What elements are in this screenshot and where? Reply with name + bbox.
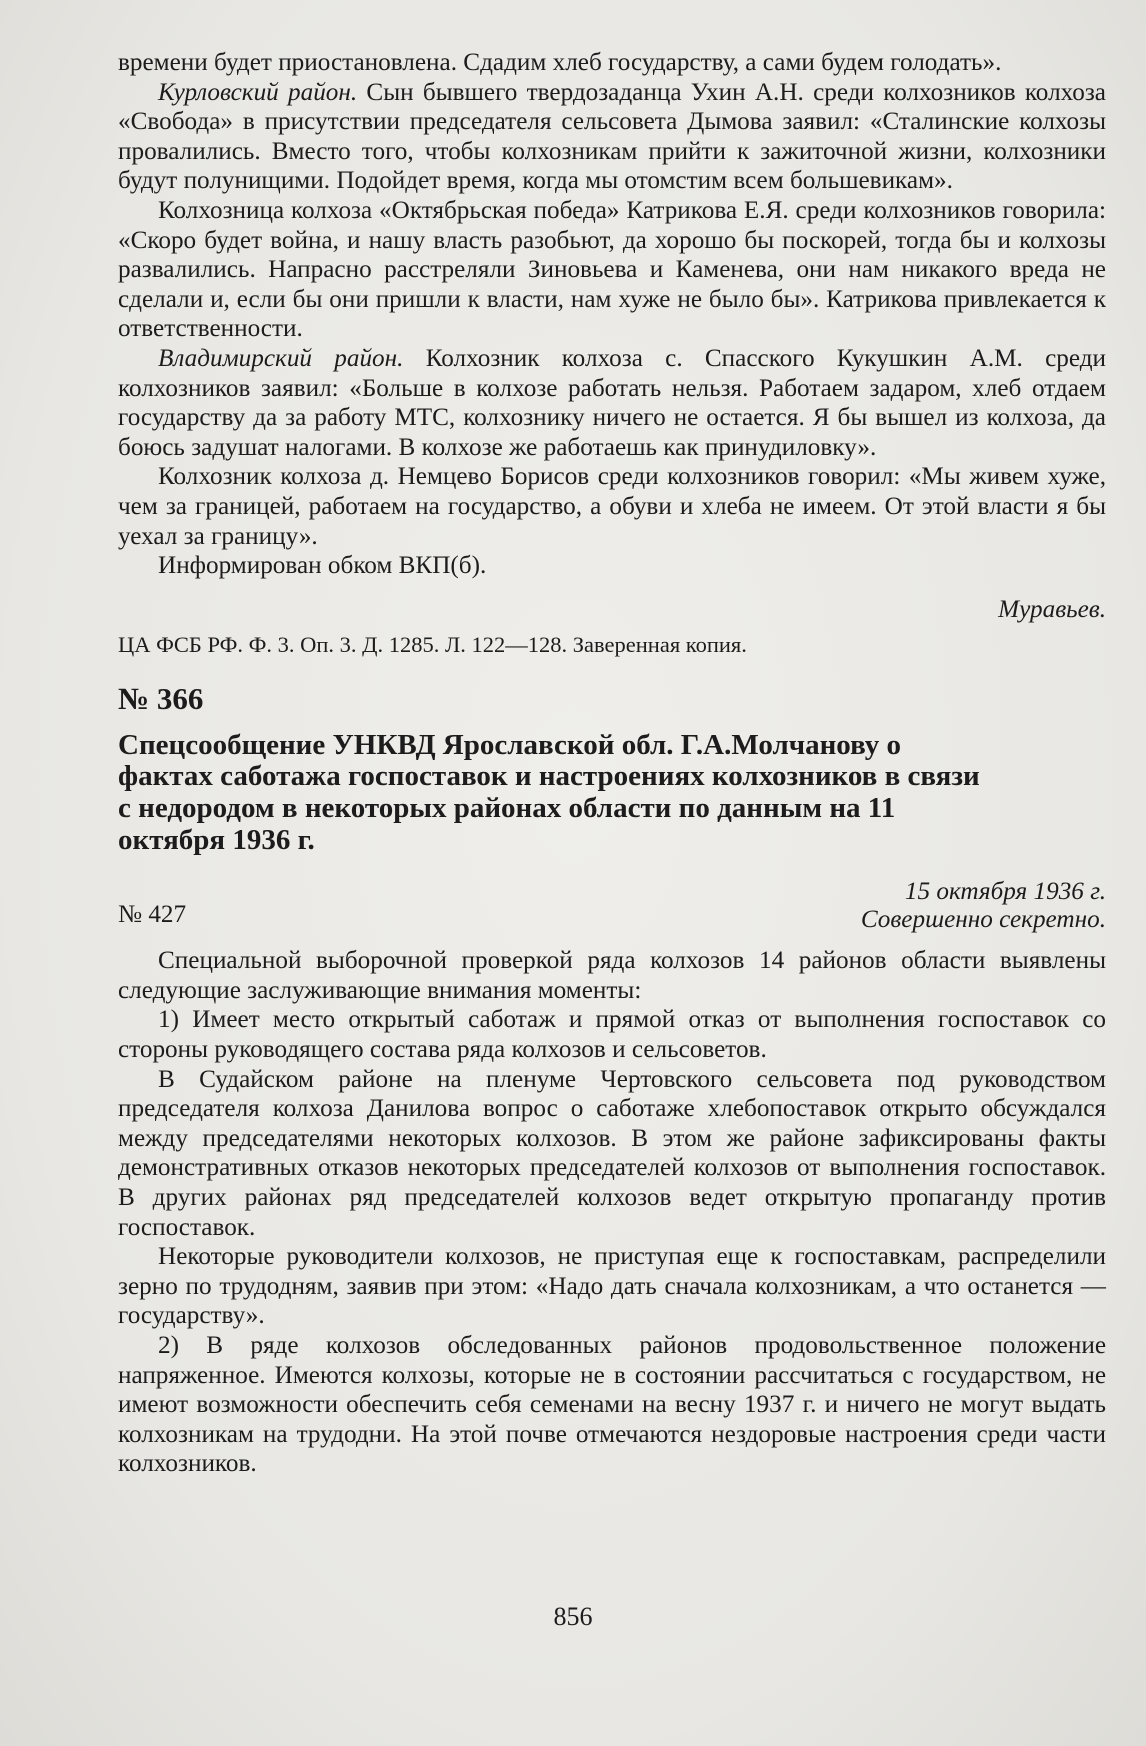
district-name: Владимирский район. bbox=[158, 344, 404, 372]
body-paragraph: 1) Имеет место открытый саботаж и прямой отказ от выполнения госпоставок со стороны руководящего состава ряда колхозов и сельсоветов. bbox=[118, 1006, 1106, 1064]
paragraph-informed: Информирован обком ВКП(б). bbox=[158, 552, 487, 580]
district-name: Курловский район. bbox=[158, 78, 358, 106]
paragraph-kurlovsky bbox=[118, 78, 1106, 196]
paragraph-katrikova: Колхозница колхоза «Октябрьская победа» Катрикова Е.Я. среди колхозников говорила: «Скоро будет война, и нашу власть разобьют, да хорошо бы поскорей, тогда бы и колхозы развалились. Напрасно расстреляли Зиновьева и Каменева, они нам никакого вреда не сделали и, если бы они пришли к власти, нам хуже не было бы». Катрикова привлекается к ответственности. bbox=[118, 196, 1106, 343]
date-and-classification bbox=[861, 878, 1106, 934]
body-paragraph: Некоторые руководители колхозов, не приступая еще к госпоставкам, распределили зерно по трудодням, заявив при этом: «Надо дать сначала колхозникам, а что останется — государству». bbox=[118, 1243, 1106, 1330]
body-paragraph: 2) В ряде колхозов обследованных районов продовольственное положение напряженное. Имеются колхозы, которые не в состоянии рассчитаться с государством, не имеют возможности обеспечить себя семенами на весну 1937 г. и ничего не могут выдать колхозникам на трудодни. На этой почве отмечаются нездоровые настроения среди части колхозников. bbox=[118, 1331, 1106, 1478]
page-text-column bbox=[118, 48, 1106, 1479]
document-date: 15 октября 1936 г. bbox=[904, 878, 1106, 906]
paragraph-text: Сын бывшего твердозаданца Ухин А.Н. среди колхозников колхоза «Свобода» в присутствии председателя сельсовета Дымова заявил: «Сталинские колхозы провалились. Вместо того, чтобы колхозникам прийти к зажиточной жизни, колхозники будут полунищими. Подойдет время, когда мы отомстим всем большевикам». bbox=[118, 78, 1106, 195]
paragraph-text: Колхозник колхоза с. Спасского Кукушкин А.М. среди колхозников заявил: «Больше в колхозе работать нельзя. Работаем задаром, хлеб отдаем государству да за работу МТС, колхознику ничего не остается. Я бы вышел из колхоза, да боюсь задушат налогами. В колхозе же работаешь как принудиловку». bbox=[118, 344, 1106, 461]
body-paragraph: В Судайском районе на пленуме Чертовского сельсовета под руководством председателя колхоза Данилова вопрос о саботаже хлебопоставок открыто обсуждался между председателями некоторых колхозов. В этом же районе зафиксированы факты демонстративных отказов некоторых председателей колхозов от выполнения госпоставок. В других районах ряд председателей колхозов ведет открытую пропаганду против госпоставок. bbox=[118, 1065, 1106, 1241]
archive-reference: ЦА ФСБ РФ. Ф. 3. Оп. 3. Д. 1285. Л. 122—128. Заверенная копия. bbox=[118, 632, 747, 658]
document-title: Спецсообщение УНКВД Ярославской обл. Г.А.Молчанову о фактах саботажа госпоставок и настроениях колхозников в связи с недородом в некоторых районах области по данным на 11 октября 1936 г. bbox=[118, 728, 980, 856]
paragraph-borisov: Колхозник колхоза д. Немцево Борисов среди колхозников говорил: «Мы живем хуже, чем за границей, работаем на государство, а обуви и хлеба не имеем. От этой власти я бы уехал за границу». bbox=[118, 463, 1106, 550]
document-meta bbox=[118, 878, 1106, 934]
paragraph-continuation: времени будет приостановлена. Сдадим хлеб государству, а сами будем голодать». bbox=[118, 49, 1002, 76]
document-number: № 366 bbox=[118, 680, 204, 716]
signature: Муравьев. bbox=[998, 595, 1106, 623]
classification-stamp: Совершенно секретно. bbox=[860, 906, 1106, 934]
paragraph-vladimirsky bbox=[118, 344, 1106, 462]
page-number: 856 bbox=[553, 1602, 593, 1631]
registration-number: № 427 bbox=[118, 901, 187, 929]
body-paragraph: Специальной выборочной проверкой ряда колхозов 14 районов области выявлены следующие заслуживающие внимания моменты: bbox=[118, 947, 1106, 1004]
